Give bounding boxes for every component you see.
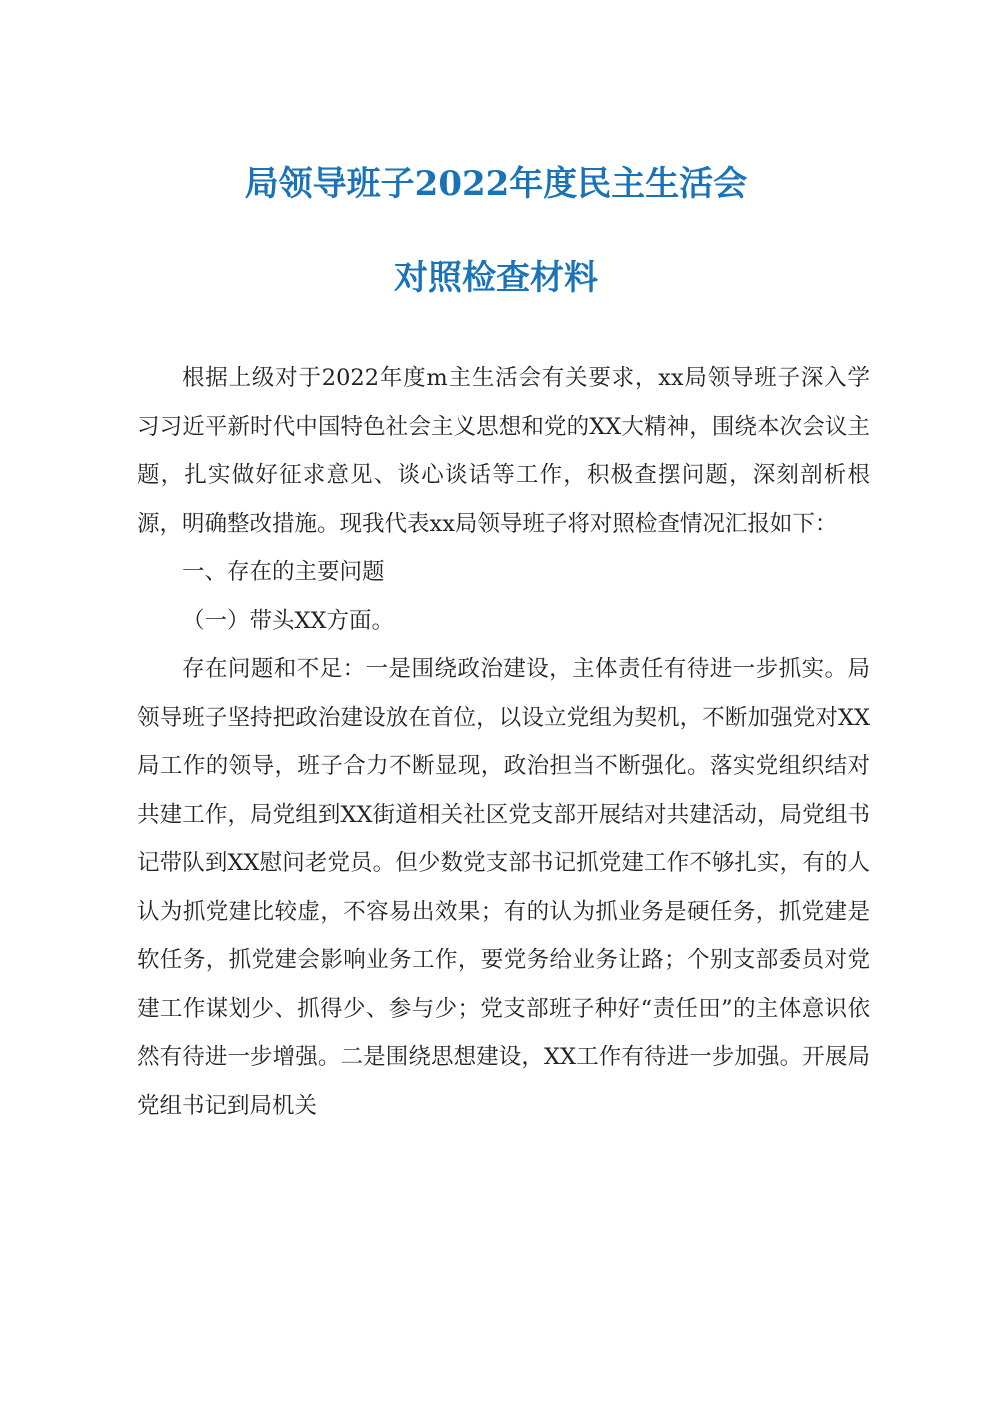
text-line: 存在问题和不足：一是围绕政治建设，主体责任有待进一 <box>182 656 756 682</box>
text-line: 治担当不断强化。落实党组织结对共建工作，局党组到XX街道 <box>137 753 870 828</box>
document-title-line-2: 对照检查材料 <box>394 258 598 298</box>
section-heading: 一、存在的主要问题 <box>182 559 385 585</box>
text-line: 党建是软任务，抓党建会影响业务工作，要党务给业务让路； <box>137 898 870 973</box>
text-line: 子深入学习习近平新时代中国特色社会主义思想和党的XX大精 <box>137 365 870 440</box>
text-line: 契机，不断加强党对XX局工作的领导，班子合力不断显现，政 <box>137 704 870 779</box>
text-line: 思想建设，XX工作有待进一步加强。开展局党组书记到局机关 <box>137 1044 870 1119</box>
text-line: 步抓实。局领导班子坚持把政治建设放在首位，以设立党组为 <box>137 656 870 731</box>
text-line: 神，围绕本次会议主题，扎实做好征求意见、谈心谈话等工 <box>137 413 870 488</box>
paragraph-problems <box>137 645 870 1130</box>
document-body <box>137 354 870 1130</box>
text-line: 根据上级对于2022年度m主生活会有关要求，xx局领导班 <box>182 365 778 391</box>
text-line: 个别支部委员对党建工作谋划少、抓得少、参与少；党支部班 <box>137 947 870 1022</box>
text-line: 作，积极查摆问题，深刻剖析根源，明确整改措施。现我代表 <box>137 462 870 537</box>
text-line: xx局领导班子将对照检查情况汇报如下： <box>429 510 838 537</box>
text-line: 抓党建比较虚，不容易出效果；有的认为抓业务是硬任务，抓 <box>182 898 802 925</box>
text-line: 相关社区党支部开展结对共建活动，局党组书记带队到XX慰问 <box>137 801 870 876</box>
text-line: 老党员。但少数党支部书记抓党建工作不够扎实，有的人认为 <box>137 850 870 925</box>
paragraph-intro <box>137 354 870 548</box>
document-title-line-1: 局领导班子2022年度民主生活会 <box>244 164 748 204</box>
subsection-heading: （一）带头XX方面。 <box>182 607 395 634</box>
text-line: 子种好“责任田”的主体意识依然有待进一步增强。二是围绕 <box>137 995 870 1070</box>
